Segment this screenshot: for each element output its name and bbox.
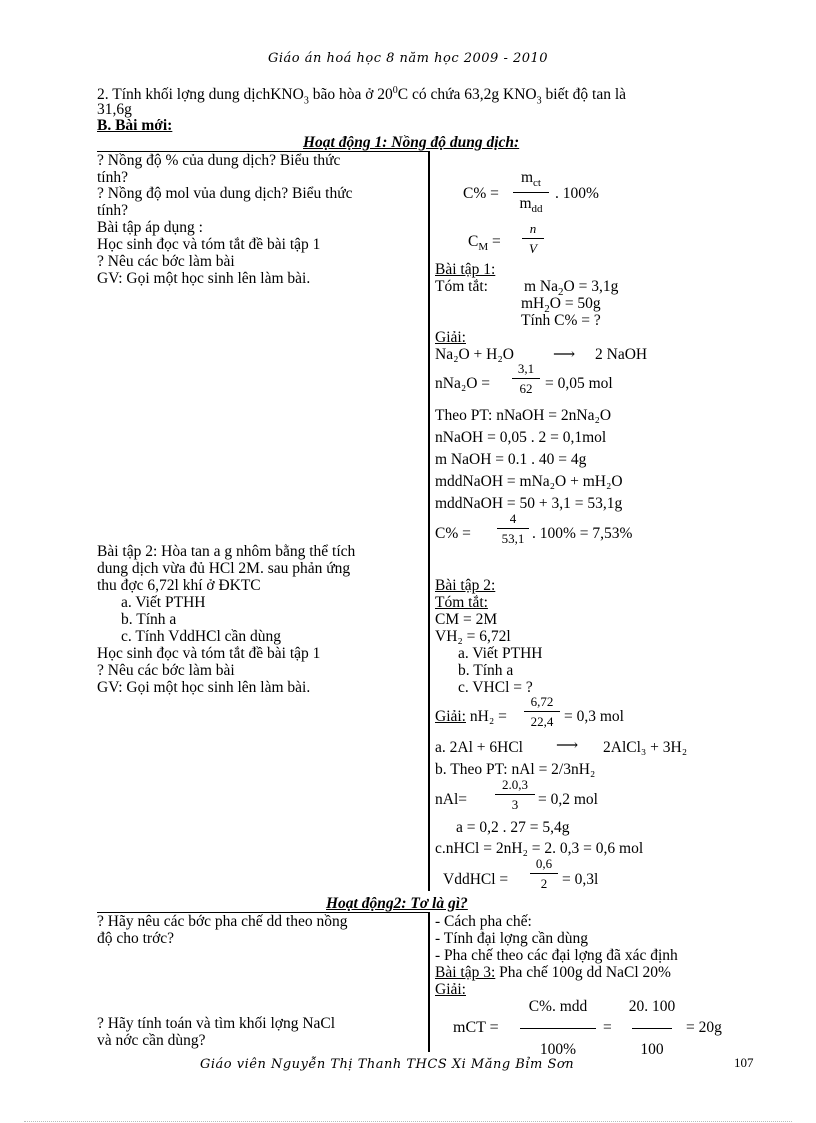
right-text: - Pha chế theo các đại lợng đã xác định [435,947,678,964]
percent-calc-lhs: C% = [435,525,471,542]
section-heading: B. Bài mới: [97,117,173,134]
left-text: ? Nêu các bớc làm bài [97,662,235,679]
left-text: Học sinh đọc và tóm tắt đề bài tập 1 [97,645,321,662]
page-footer: Giáo viên Nguyễn Thị Thanh THCS Xi Măng Bỉm Sơn [200,1057,575,1072]
mass-calc-lhs: mCT = [453,1019,499,1036]
left-text: tính? [97,202,128,219]
left-text: Bài tập 2: Hòa tan a g nhôm bằng thể tích [97,543,356,560]
calc-line: mddNaOH = mNa₂O + mH₂O [435,473,623,490]
left-text: Bài tập áp dụng : [97,219,203,236]
volume-calc-lhs: VddHCl = [443,871,509,888]
formula-c-fraction: $m_{ct}$ $m_{dd}$ [513,170,549,215]
mole-calc-fraction: 3,1 62 [512,362,540,395]
page-header: Giáo án hoá học 8 năm học 2009 - 2010 [267,51,549,66]
left-text: thu đợc 6,72l khí ở ĐKTC [97,577,261,594]
mole-calc-rhs: = 0,05 mol [545,375,613,392]
al-result: = 0,2 mol [538,791,598,808]
right-text: - Tính đại lợng cần dùng [435,930,588,947]
volume-fraction: 0,6 2 [530,857,558,890]
column-divider-2 [428,912,430,1052]
exercise-1-title: Bài tập 1: [435,261,496,278]
calc-line: a = 0,2 . 27 = 5,4g [456,819,570,836]
right-text: - Cách pha chế: [435,913,532,930]
calc-line: m NaOH = 0.1 . 40 = 4g [435,451,587,468]
left-text: ? Nồng độ % của dung dịch? Biểu thức [97,152,341,169]
left-text: và nớc cần dùng? [97,1032,206,1049]
page-number: 107 [734,1055,754,1070]
exercise-1-summary: Tóm tắt: [435,278,488,295]
reaction-equation: Na₂O + H₂O [435,346,514,363]
exercise-2-title: Bài tập 2: [435,577,496,594]
h2-fraction: 6,72 22,4 [524,695,560,728]
left-text: Học sinh đọc và tóm tắt đề bài tập 1 [97,236,321,253]
column-divider [428,151,430,891]
left-text: dung dịch vừa đủ HCl 2M. sau phản ứng [97,560,351,577]
exercise-2-summary: Tóm tắt: [435,594,488,611]
left-text: ? Hãy tính toán và tìm khối lợng NaCl [97,1015,336,1032]
intro-line: 2. Tính khối lợng dung dịchKNO$_3$ bão hòa ở $20^0C$ có chứa 63,2g $KNO_3$ biết độ tan là [97,85,627,107]
exercise-2-task: c. VHCl = ? [458,679,533,696]
volume-result: = 0,3l [562,871,599,888]
reaction-product: 2 NaOH [595,346,648,363]
al-calc-lhs: nAl= [435,791,467,808]
percent-calc-fraction: 4 53,1 [497,512,529,545]
mass-result: = 20g [686,1019,722,1036]
intro-line-2: 31,6g [97,101,132,118]
left-text: GV: Gọi một học sinh lên làm bài. [97,679,311,696]
equals-sign: = [603,1019,612,1036]
left-text: GV: Gọi một học sinh lên làm bài. [97,270,311,287]
mass-fraction-1: C%. mdd 100% [520,999,596,1057]
activity-2-title: Hoạt động2: Tơ là gì? [326,895,468,912]
left-text: độ cho trớc? [97,930,175,947]
al-fraction: 2.0,3 3 [495,778,535,811]
h2-result: = 0,3 mol [564,708,624,725]
calc-line: c.nHCl = 2nH₂ = 2. 0,3 = 0,6 mol [435,840,644,857]
calc-line: Theo PT: nNaOH = 2nNa₂O [435,407,612,424]
left-text: tính? [97,169,128,186]
calc-line: b. Theo PT: nAl = 2/3nH₂ [435,761,596,778]
calc-line: mddNaOH = 50 + 3,1 = 53,1g [435,495,623,512]
formula-c-rhs: . 100% [555,185,599,202]
left-text: b. Tính a [121,611,177,628]
arrow-icon: ⟶ [556,737,579,754]
exercise-1-given: Tính C% = ? [521,312,601,329]
exercise-2-given: VH₂ = 6,72l [435,628,511,645]
solution-label: Giải: [435,329,466,346]
left-text: ? Nêu các bớc làm bài [97,253,235,270]
page-edge [24,1121,792,1122]
solution-line: Giải: nH₂ = [435,708,507,725]
exercise-1-given: $mH_2O = 50g$ [521,295,601,316]
left-text: a. Viết PTHH [121,594,206,611]
exercise-3: Bài tập 3: Pha chế 100g dd NaCl 20% [435,964,671,981]
reaction-equation-2: a. 2Al + 6HCl [435,739,523,756]
exercise-2-task: b. Tính a [458,662,514,679]
exercise-2-given: CM = 2M [435,611,498,628]
activity-1-title: Hoạt động 1: Nồng độ dung dịch: [303,134,520,151]
mass-fraction-2: 20. 100 100 [628,998,676,1058]
mole-calc-lhs: nNa₂O = [435,375,491,392]
reaction-product-2: 2AlCl₃ + 3H₂ [603,739,688,756]
exercise-2-task: a. Viết PTHH [458,645,543,662]
left-text: c. Tính VddHCl cần dùng [121,628,282,645]
left-text: ? Nồng độ mol vủa dung dịch? Biểu thức [97,185,353,202]
arrow-icon: ⟶ [553,346,576,363]
calc-line: nNaOH = 0,05 . 2 = 0,1mol [435,429,607,446]
percent-calc-rhs: . 100% = 7,53% [532,525,633,542]
left-text: ? Hãy nêu các bớc pha chế dd theo nồng [97,913,348,930]
formula-cm-lhs: $C_M$ = [468,233,501,254]
exercise-1-given: m $Na_2O = 3,1g$ [524,278,619,299]
solution-label: Giải: [435,981,466,998]
formula-c-lhs: C% = [463,185,499,202]
formula-cm-fraction: n V [522,222,544,255]
